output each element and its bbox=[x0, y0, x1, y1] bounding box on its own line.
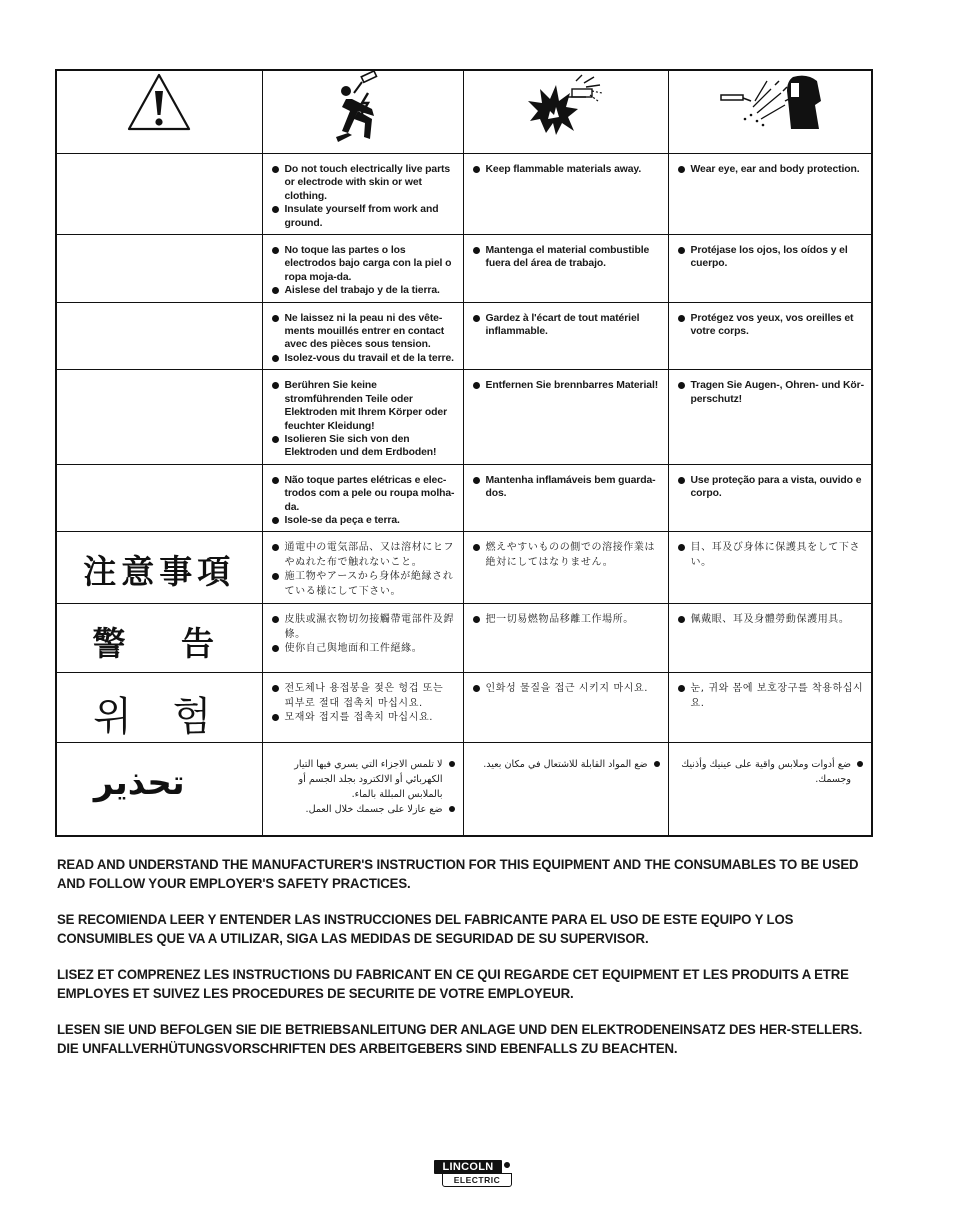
hazard-cell-fire bbox=[463, 154, 668, 235]
warning-item: 눈, 귀와 몸에 보호장구를 착용하십시요. bbox=[677, 682, 866, 711]
hazard-cell-fire bbox=[463, 743, 668, 837]
warning-item: Gardez à l'écart de tout matériel inflammable. bbox=[472, 312, 662, 339]
hazard-cell-protection bbox=[668, 673, 872, 743]
notice-english: READ AND UNDERSTAND THE MANUFACTURER'S INSTRUCTION FOR THIS EQUIPMENT AND THE CONSUMABLES TO BE USED AND FOLLOW YOUR EMPLOYER'S SAFETY PRACTICES. bbox=[57, 857, 859, 892]
hazard-cell-fire bbox=[463, 532, 668, 604]
warning-item: Isolieren Sie sich von den Elektroden und dem Erdboden! bbox=[271, 433, 457, 460]
warning-item: No toque las partes o los electrodos bajo carga con la piel o ropa moja-da. bbox=[271, 244, 457, 284]
warning-row-ja bbox=[56, 532, 872, 604]
language-title: 위 험 bbox=[93, 694, 226, 741]
warning-item: 通電中の電気部品、又は溶材にヒフやぬれた布で触れないこと。 bbox=[271, 541, 457, 570]
notice-german: LESEN SIE UND BEFOLGEN SIE DIE BETRIEBSANLEITUNG DER ANLAGE UND DEN ELEKTRODENEINSATZ DES HER-STELLERS. DIE UNFALLVERHÜTUNGSVORSCHRIFTEN DES ARBEITGEBERS SIND EBENFALLS ZU BEACHTEN. bbox=[57, 1022, 863, 1057]
language-label-cell bbox=[56, 464, 262, 532]
warning-item: Ne laissez ni la peau ni des vête-ments mouillés entrer en contact avec des pièces sous tension. bbox=[271, 312, 457, 352]
hazard-cell-protection bbox=[668, 154, 872, 235]
warning-row-de bbox=[56, 370, 872, 464]
hazard-cell-electric-shock bbox=[262, 464, 463, 532]
warning-item: Protégez vos yeux, vos oreilles et votre corps. bbox=[677, 312, 866, 339]
warning-item: Do not touch electrically live parts or electrode with skin or wet clothing. bbox=[271, 163, 457, 203]
hazard-cell-electric-shock bbox=[262, 532, 463, 604]
electric-shock-icon bbox=[328, 71, 398, 143]
header-cell-electric-shock bbox=[262, 70, 463, 154]
eye-ear-body-protection-icon bbox=[715, 71, 825, 135]
warning-item: Wear eye, ear and body protection. bbox=[677, 163, 866, 176]
warning-item: ضع عازلا على جسمك خلال العمل. bbox=[269, 802, 455, 817]
hazard-cell-electric-shock bbox=[262, 302, 463, 370]
warning-row-en bbox=[56, 154, 872, 235]
warning-row-ar bbox=[56, 743, 872, 837]
warning-item: Entfernen Sie brennbarres Material! bbox=[472, 379, 662, 392]
warning-item: Berühren Sie keine stromführenden Teile oder Elektroden mit Ihrem Körper oder feuchter Kleidung! bbox=[271, 379, 457, 433]
warning-item: Keep flammable materials away. bbox=[472, 163, 662, 176]
warning-row-pt bbox=[56, 464, 872, 532]
warning-item: Insulate yourself from work and ground. bbox=[271, 203, 457, 230]
language-title: 警 告 bbox=[92, 624, 236, 664]
warning-item: 施工物やアースから身体が絶縁されている様にして下さい。 bbox=[271, 570, 457, 599]
language-label-cell bbox=[56, 154, 262, 235]
hazard-cell-protection bbox=[668, 532, 872, 604]
notice-spanish: SE RECOMIENDA LEER Y ENTENDER LAS INSTRUCCIONES DEL FABRICANTE PARA EL USO DE ESTE EQUIPO Y LOS CONSUMIBLES QUE VA A UTILIZAR, SIGA LAS MEDIDAS DE SEGURIDAD DE SU SUPERVISOR. bbox=[57, 912, 794, 947]
warning-item: Use proteção para a vista, ouvido e corpo. bbox=[677, 474, 866, 501]
language-label-cell bbox=[56, 302, 262, 370]
warning-item: Mantenha inflamáveis bem guarda-dos. bbox=[472, 474, 662, 501]
hazard-cell-protection bbox=[668, 302, 872, 370]
language-label-cell bbox=[56, 532, 262, 604]
language-label-cell bbox=[56, 604, 262, 673]
hazard-cell-fire bbox=[463, 604, 668, 673]
warning-item: 把一切易燃物品移離工作場所。 bbox=[472, 613, 662, 628]
hazard-cell-protection bbox=[668, 464, 872, 532]
warning-item: ضع المواد القابلة للاشتعال في مكان بعيد. bbox=[470, 757, 660, 772]
icon-header-row bbox=[56, 70, 872, 154]
logo-top-text: LINCOLN bbox=[434, 1160, 502, 1174]
warning-item: Isole-se da peça e terra. bbox=[271, 514, 457, 527]
language-label-cell bbox=[56, 370, 262, 464]
warning-item: Mantenga el material combustible fuera del área de trabajo. bbox=[472, 244, 662, 271]
hazard-cell-protection bbox=[668, 604, 872, 673]
warning-item: لا تلمس الاجزاء التي يسري فيها التيار الكهربائي أو الالكترود بجلد الجسم أو بالملابس المبللة بالماء. bbox=[269, 757, 455, 802]
warning-row-zh bbox=[56, 604, 872, 673]
warning-item: Isolez-vous du travail et de la terre. bbox=[271, 352, 457, 365]
warning-item: 皮肤或濕衣物切勿接觸帶電部件及銲條。 bbox=[271, 613, 457, 642]
warning-row-fr bbox=[56, 302, 872, 370]
hazard-cell-fire bbox=[463, 464, 668, 532]
logo-bottom-text: ELECTRIC bbox=[442, 1173, 512, 1187]
warning-item: 佩戴眼、耳及身體勞動保護用具。 bbox=[677, 613, 866, 628]
warning-item: Tragen Sie Augen-, Ohren- und Kör-perschutz! bbox=[677, 379, 866, 406]
hazard-cell-electric-shock bbox=[262, 673, 463, 743]
hazard-cell-fire bbox=[463, 370, 668, 464]
warning-item: 燃えやすいものの側での溶接作業は絶対にしてはなりません。 bbox=[472, 541, 662, 570]
manufacturer-notices bbox=[57, 856, 887, 1076]
language-label-cell bbox=[56, 673, 262, 743]
registered-mark-icon bbox=[504, 1162, 510, 1168]
hazard-cell-electric-shock bbox=[262, 154, 463, 235]
hazard-cell-electric-shock bbox=[262, 235, 463, 303]
warning-triangle-icon bbox=[125, 71, 193, 135]
hazard-cell-electric-shock bbox=[262, 370, 463, 464]
language-title: 注意事項 bbox=[83, 552, 236, 592]
header-cell-protection bbox=[668, 70, 872, 154]
language-label-cell bbox=[56, 743, 262, 837]
header-cell-warning bbox=[56, 70, 262, 154]
lincoln-electric-logo bbox=[434, 1160, 511, 1187]
warning-row-ko bbox=[56, 673, 872, 743]
safety-warning-table bbox=[55, 69, 873, 837]
warning-item: ضع أدوات وملابس واقية على عينيك وأذنيك وجسمك. bbox=[675, 757, 864, 787]
language-title: تحذير bbox=[93, 763, 185, 804]
warning-item: Aislese del trabajo y de la tierra. bbox=[271, 284, 457, 297]
language-label-cell bbox=[56, 235, 262, 303]
warning-item: 使你自己與地面和工件絕緣。 bbox=[271, 642, 457, 657]
hazard-cell-electric-shock bbox=[262, 604, 463, 673]
warning-item: 전도체나 용접봉을 젖은 헝겁 또는 피부로 절대 접촉치 마십시요. bbox=[271, 682, 457, 711]
notice-french: LISEZ ET COMPRENEZ LES INSTRUCTIONS DU FABRICANT EN CE QUI REGARDE CET EQUIPMENT ET LES PRODUITS A ETRE EMPLOYES ET SUIVEZ LES PROCEDURES DE SECURITE DE VOTRE EMPLOYEUR. bbox=[57, 967, 849, 1002]
header-cell-fire-explosion bbox=[463, 70, 668, 154]
hazard-cell-fire bbox=[463, 302, 668, 370]
hazard-cell-protection bbox=[668, 743, 872, 837]
hazard-cell-protection bbox=[668, 370, 872, 464]
warning-item: 인화성 물질을 접근 시키지 마시요. bbox=[472, 682, 662, 697]
warning-item: Protéjase los ojos, los oídos y el cuerpo. bbox=[677, 244, 866, 271]
warning-item: Não toque partes elétricas e elec-trodos com a pele ou roupa molha-da. bbox=[271, 474, 457, 514]
warning-item: 目、耳及び身体に保護具をして下さい。 bbox=[677, 541, 866, 570]
hazard-cell-electric-shock bbox=[262, 743, 463, 837]
hazard-cell-protection bbox=[668, 235, 872, 303]
hazard-cell-fire bbox=[463, 673, 668, 743]
warning-item: 모재와 접지를 접촉치 마십시요. bbox=[271, 711, 457, 726]
fire-explosion-icon bbox=[526, 71, 606, 137]
warning-row-es bbox=[56, 235, 872, 303]
hazard-cell-fire bbox=[463, 235, 668, 303]
